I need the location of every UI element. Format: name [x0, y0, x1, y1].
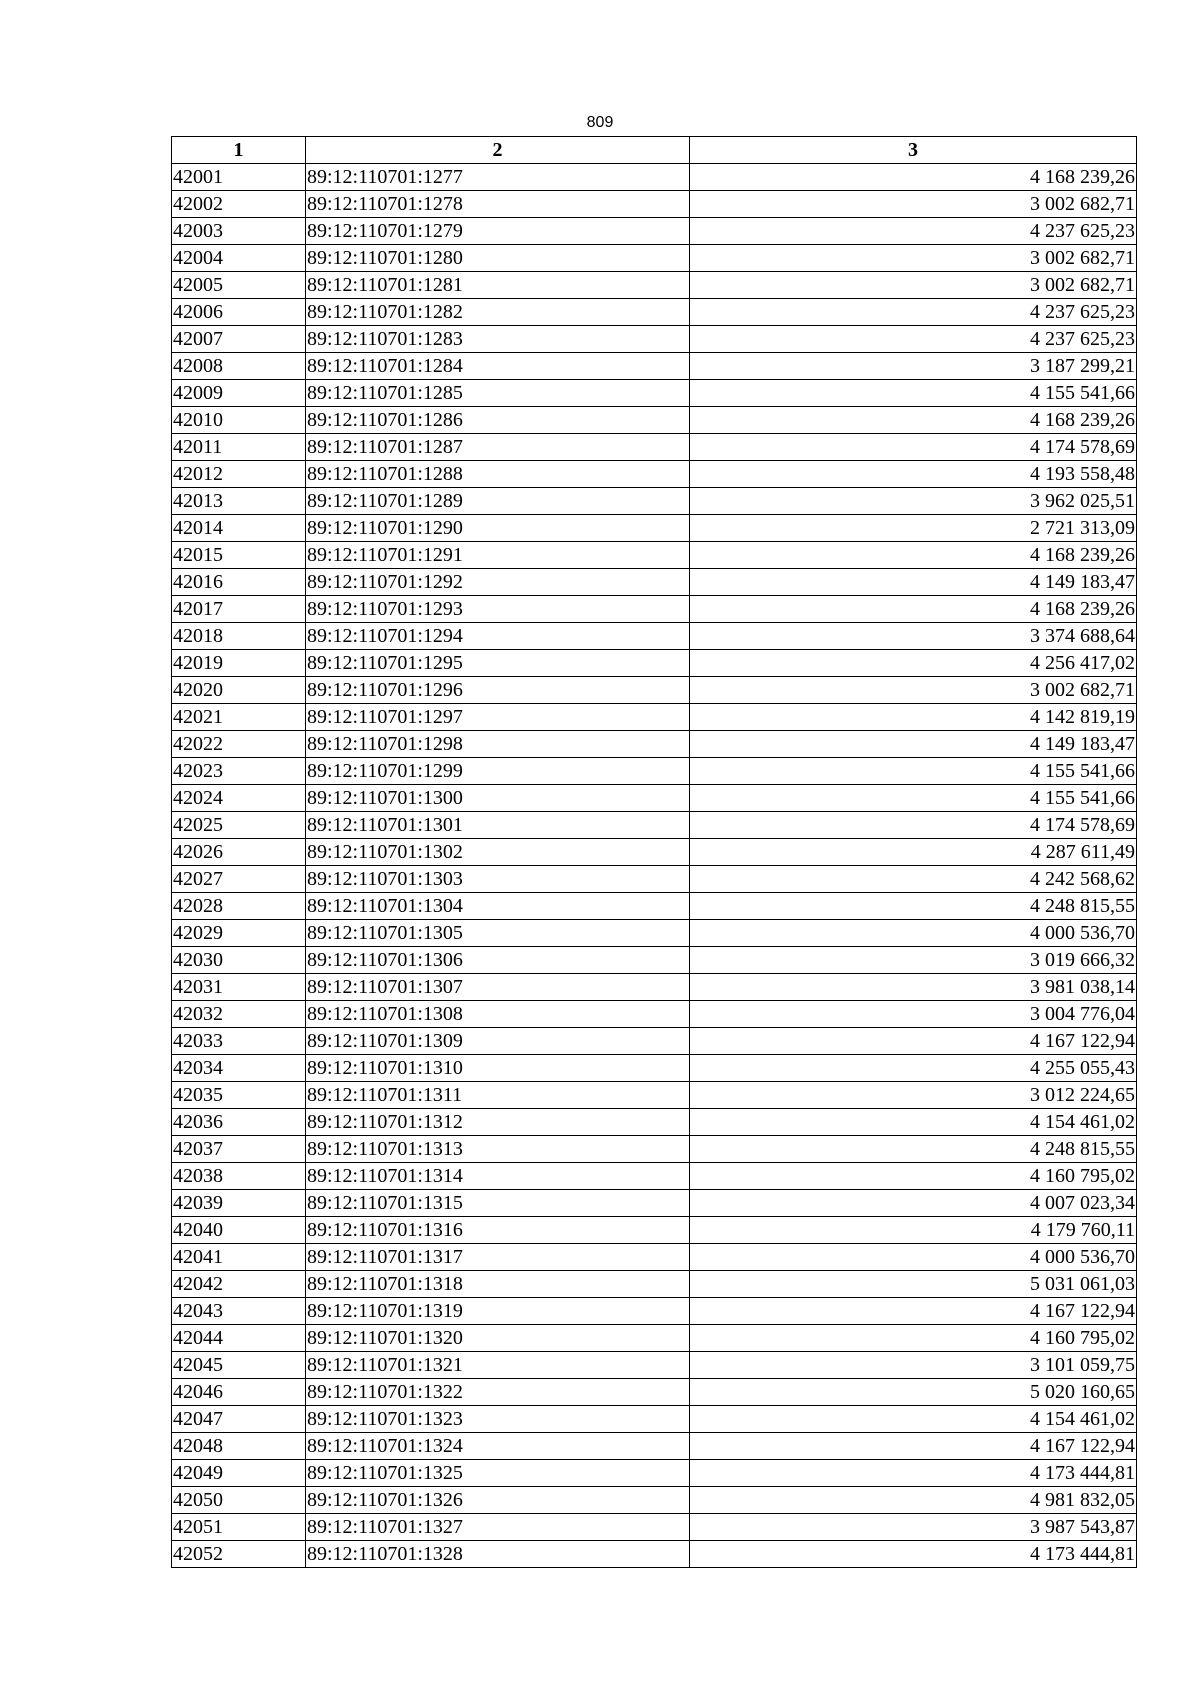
row-number: 42014	[172, 515, 306, 542]
cadastral-number: 89:12:110701:1307	[306, 974, 690, 1001]
table-row	[172, 839, 1137, 866]
row-number: 42022	[172, 731, 306, 758]
table-row	[172, 785, 1137, 812]
cadastral-number: 89:12:110701:1308	[306, 1001, 690, 1028]
table-row	[172, 1433, 1137, 1460]
cadastral-value: 4 168 239,26	[690, 164, 1137, 191]
cadastral-value: 4 256 417,02	[690, 650, 1137, 677]
cadastral-value: 4 149 183,47	[690, 731, 1137, 758]
table-row	[172, 1028, 1137, 1055]
table-row	[172, 1001, 1137, 1028]
cadastral-value: 4 154 461,02	[690, 1406, 1137, 1433]
row-number: 42038	[172, 1163, 306, 1190]
cadastral-value: 4 000 536,70	[690, 1244, 1137, 1271]
row-number: 42049	[172, 1460, 306, 1487]
cadastral-number: 89:12:110701:1294	[306, 623, 690, 650]
cadastral-value: 4 173 444,81	[690, 1460, 1137, 1487]
row-number: 42008	[172, 353, 306, 380]
cadastral-number: 89:12:110701:1306	[306, 947, 690, 974]
cadastral-value: 4 237 625,23	[690, 326, 1137, 353]
table-row	[172, 812, 1137, 839]
cadastral-value: 4 255 055,43	[690, 1055, 1137, 1082]
row-number: 42009	[172, 380, 306, 407]
table-row	[172, 1271, 1137, 1298]
cadastral-number: 89:12:110701:1297	[306, 704, 690, 731]
cadastral-number: 89:12:110701:1301	[306, 812, 690, 839]
cadastral-number: 89:12:110701:1295	[306, 650, 690, 677]
cadastral-number: 89:12:110701:1327	[306, 1514, 690, 1541]
row-number: 42029	[172, 920, 306, 947]
cadastral-number: 89:12:110701:1316	[306, 1217, 690, 1244]
cadastral-number: 89:12:110701:1328	[306, 1541, 690, 1568]
table-row	[172, 1406, 1137, 1433]
row-number: 42032	[172, 1001, 306, 1028]
row-number: 42007	[172, 326, 306, 353]
table-row	[172, 1541, 1137, 1568]
table-row	[172, 1190, 1137, 1217]
table-row	[172, 515, 1137, 542]
cadastral-number: 89:12:110701:1312	[306, 1109, 690, 1136]
cadastral-number: 89:12:110701:1280	[306, 245, 690, 272]
table-row	[172, 1487, 1137, 1514]
cadastral-number: 89:12:110701:1323	[306, 1406, 690, 1433]
table-row	[172, 353, 1137, 380]
row-number: 42047	[172, 1406, 306, 1433]
table-row	[172, 1514, 1137, 1541]
cadastral-number: 89:12:110701:1326	[306, 1487, 690, 1514]
cadastral-value: 4 007 023,34	[690, 1190, 1137, 1217]
row-number: 42021	[172, 704, 306, 731]
cadastral-value: 4 168 239,26	[690, 407, 1137, 434]
cadastral-number: 89:12:110701:1281	[306, 272, 690, 299]
header-col-3: 3	[690, 137, 1137, 164]
cadastral-number: 89:12:110701:1299	[306, 758, 690, 785]
table-row	[172, 974, 1137, 1001]
row-number: 42036	[172, 1109, 306, 1136]
cadastral-value: 4 160 795,02	[690, 1325, 1137, 1352]
table-row	[172, 461, 1137, 488]
table-row	[172, 1298, 1137, 1325]
row-number: 42042	[172, 1271, 306, 1298]
cadastral-value: 5 031 061,03	[690, 1271, 1137, 1298]
cadastral-number: 89:12:110701:1320	[306, 1325, 690, 1352]
row-number: 42010	[172, 407, 306, 434]
row-number: 42002	[172, 191, 306, 218]
table-header	[172, 137, 1137, 164]
cadastral-value: 3 987 543,87	[690, 1514, 1137, 1541]
table-row	[172, 1109, 1137, 1136]
row-number: 42015	[172, 542, 306, 569]
cadastral-number: 89:12:110701:1279	[306, 218, 690, 245]
row-number: 42001	[172, 164, 306, 191]
cadastral-value: 3 962 025,51	[690, 488, 1137, 515]
cadastral-number: 89:12:110701:1311	[306, 1082, 690, 1109]
cadastral-value: 3 012 224,65	[690, 1082, 1137, 1109]
cadastral-value-table	[171, 136, 1137, 1568]
row-number: 42048	[172, 1433, 306, 1460]
cadastral-value: 3 101 059,75	[690, 1352, 1137, 1379]
cadastral-number: 89:12:110701:1290	[306, 515, 690, 542]
cadastral-value: 4 154 461,02	[690, 1109, 1137, 1136]
row-number: 42034	[172, 1055, 306, 1082]
cadastral-number: 89:12:110701:1283	[306, 326, 690, 353]
cadastral-number: 89:12:110701:1292	[306, 569, 690, 596]
cadastral-number: 89:12:110701:1310	[306, 1055, 690, 1082]
table-row	[172, 542, 1137, 569]
table-row	[172, 164, 1137, 191]
row-number: 42003	[172, 218, 306, 245]
cadastral-number: 89:12:110701:1304	[306, 893, 690, 920]
cadastral-value: 3 019 666,32	[690, 947, 1137, 974]
cadastral-number: 89:12:110701:1302	[306, 839, 690, 866]
table-row	[172, 1460, 1137, 1487]
cadastral-value: 2 721 313,09	[690, 515, 1137, 542]
cadastral-value: 4 155 541,66	[690, 758, 1137, 785]
cadastral-number: 89:12:110701:1277	[306, 164, 690, 191]
cadastral-number: 89:12:110701:1317	[306, 1244, 690, 1271]
row-number: 42011	[172, 434, 306, 461]
cadastral-value: 4 000 536,70	[690, 920, 1137, 947]
cadastral-value: 3 002 682,71	[690, 677, 1137, 704]
header-row	[172, 137, 1137, 164]
table-row	[172, 326, 1137, 353]
row-number: 42023	[172, 758, 306, 785]
row-number: 42035	[172, 1082, 306, 1109]
cadastral-number: 89:12:110701:1319	[306, 1298, 690, 1325]
cadastral-value: 4 155 541,66	[690, 785, 1137, 812]
row-number: 42025	[172, 812, 306, 839]
row-number: 42004	[172, 245, 306, 272]
table-row	[172, 920, 1137, 947]
cadastral-number: 89:12:110701:1309	[306, 1028, 690, 1055]
table-row	[172, 893, 1137, 920]
cadastral-value: 4 287 611,49	[690, 839, 1137, 866]
cadastral-number: 89:12:110701:1300	[306, 785, 690, 812]
table-row	[172, 731, 1137, 758]
cadastral-value: 4 237 625,23	[690, 299, 1137, 326]
table-row	[172, 1055, 1137, 1082]
row-number: 42045	[172, 1352, 306, 1379]
cadastral-value: 4 174 578,69	[690, 434, 1137, 461]
cadastral-number: 89:12:110701:1298	[306, 731, 690, 758]
cadastral-value: 3 374 688,64	[690, 623, 1137, 650]
row-number: 42024	[172, 785, 306, 812]
table-row	[172, 1082, 1137, 1109]
table-row	[172, 650, 1137, 677]
table-row	[172, 704, 1137, 731]
cadastral-number: 89:12:110701:1282	[306, 299, 690, 326]
table-row	[172, 272, 1137, 299]
cadastral-value: 4 173 444,81	[690, 1541, 1137, 1568]
row-number: 42006	[172, 299, 306, 326]
table-row	[172, 1244, 1137, 1271]
cadastral-number: 89:12:110701:1285	[306, 380, 690, 407]
row-number: 42031	[172, 974, 306, 1001]
row-number: 42051	[172, 1514, 306, 1541]
row-number: 42027	[172, 866, 306, 893]
cadastral-number: 89:12:110701:1314	[306, 1163, 690, 1190]
row-number: 42041	[172, 1244, 306, 1271]
cadastral-number: 89:12:110701:1293	[306, 596, 690, 623]
cadastral-number: 89:12:110701:1296	[306, 677, 690, 704]
row-number: 42019	[172, 650, 306, 677]
cadastral-number: 89:12:110701:1322	[306, 1379, 690, 1406]
cadastral-number: 89:12:110701:1289	[306, 488, 690, 515]
cadastral-value: 4 242 568,62	[690, 866, 1137, 893]
table-row	[172, 191, 1137, 218]
cadastral-value: 4 248 815,55	[690, 1136, 1137, 1163]
table-row	[172, 1325, 1137, 1352]
table-row	[172, 569, 1137, 596]
header-col-2: 2	[306, 137, 690, 164]
cadastral-number: 89:12:110701:1284	[306, 353, 690, 380]
page-number: 809	[586, 114, 614, 131]
cadastral-number: 89:12:110701:1286	[306, 407, 690, 434]
cadastral-value: 4 168 239,26	[690, 596, 1137, 623]
table-row	[172, 758, 1137, 785]
row-number: 42044	[172, 1325, 306, 1352]
row-number: 42005	[172, 272, 306, 299]
table-row	[172, 677, 1137, 704]
table-row	[172, 1163, 1137, 1190]
row-number: 42052	[172, 1541, 306, 1568]
table-row	[172, 380, 1137, 407]
cadastral-number: 89:12:110701:1321	[306, 1352, 690, 1379]
cadastral-value: 3 002 682,71	[690, 245, 1137, 272]
table-row	[172, 947, 1137, 974]
table-row	[172, 407, 1137, 434]
row-number: 42043	[172, 1298, 306, 1325]
cadastral-value: 4 248 815,55	[690, 893, 1137, 920]
row-number: 42050	[172, 1487, 306, 1514]
table-row	[172, 623, 1137, 650]
cadastral-value: 3 004 776,04	[690, 1001, 1137, 1028]
row-number: 42030	[172, 947, 306, 974]
cadastral-value: 4 237 625,23	[690, 218, 1137, 245]
cadastral-number: 89:12:110701:1324	[306, 1433, 690, 1460]
cadastral-value: 4 174 578,69	[690, 812, 1137, 839]
row-number: 42013	[172, 488, 306, 515]
table-row	[172, 488, 1137, 515]
header-col-1: 1	[172, 137, 306, 164]
row-number: 42018	[172, 623, 306, 650]
row-number: 42012	[172, 461, 306, 488]
cadastral-number: 89:12:110701:1318	[306, 1271, 690, 1298]
cadastral-value: 3 002 682,71	[690, 191, 1137, 218]
row-number: 42020	[172, 677, 306, 704]
cadastral-value: 4 155 541,66	[690, 380, 1137, 407]
cadastral-number: 89:12:110701:1287	[306, 434, 690, 461]
cadastral-value: 3 187 299,21	[690, 353, 1137, 380]
table-row	[172, 218, 1137, 245]
cadastral-number: 89:12:110701:1288	[306, 461, 690, 488]
cadastral-value: 3 002 682,71	[690, 272, 1137, 299]
row-number: 42040	[172, 1217, 306, 1244]
table-row	[172, 1379, 1137, 1406]
cadastral-value: 3 981 038,14	[690, 974, 1137, 1001]
row-number: 42028	[172, 893, 306, 920]
table-body	[172, 164, 1137, 1568]
cadastral-value: 4 193 558,48	[690, 461, 1137, 488]
row-number: 42017	[172, 596, 306, 623]
table-row	[172, 245, 1137, 272]
row-number: 42039	[172, 1190, 306, 1217]
table-row	[172, 596, 1137, 623]
cadastral-value: 4 167 122,94	[690, 1028, 1137, 1055]
cadastral-value: 4 142 819,19	[690, 704, 1137, 731]
row-number: 42037	[172, 1136, 306, 1163]
table-row	[172, 434, 1137, 461]
table-row	[172, 866, 1137, 893]
cadastral-value: 4 167 122,94	[690, 1298, 1137, 1325]
cadastral-number: 89:12:110701:1315	[306, 1190, 690, 1217]
row-number: 42026	[172, 839, 306, 866]
cadastral-value: 5 020 160,65	[690, 1379, 1137, 1406]
table-row	[172, 1217, 1137, 1244]
cadastral-number: 89:12:110701:1291	[306, 542, 690, 569]
cadastral-value: 4 160 795,02	[690, 1163, 1137, 1190]
table-row	[172, 1136, 1137, 1163]
cadastral-value: 4 167 122,94	[690, 1433, 1137, 1460]
row-number: 42046	[172, 1379, 306, 1406]
cadastral-number: 89:12:110701:1325	[306, 1460, 690, 1487]
cadastral-number: 89:12:110701:1305	[306, 920, 690, 947]
cadastral-number: 89:12:110701:1303	[306, 866, 690, 893]
cadastral-value: 4 179 760,11	[690, 1217, 1137, 1244]
row-number: 42033	[172, 1028, 306, 1055]
cadastral-value: 4 168 239,26	[690, 542, 1137, 569]
cadastral-number: 89:12:110701:1278	[306, 191, 690, 218]
cadastral-value: 4 981 832,05	[690, 1487, 1137, 1514]
cadastral-value: 4 149 183,47	[690, 569, 1137, 596]
row-number: 42016	[172, 569, 306, 596]
table-row	[172, 1352, 1137, 1379]
cadastral-number: 89:12:110701:1313	[306, 1136, 690, 1163]
table-row	[172, 299, 1137, 326]
